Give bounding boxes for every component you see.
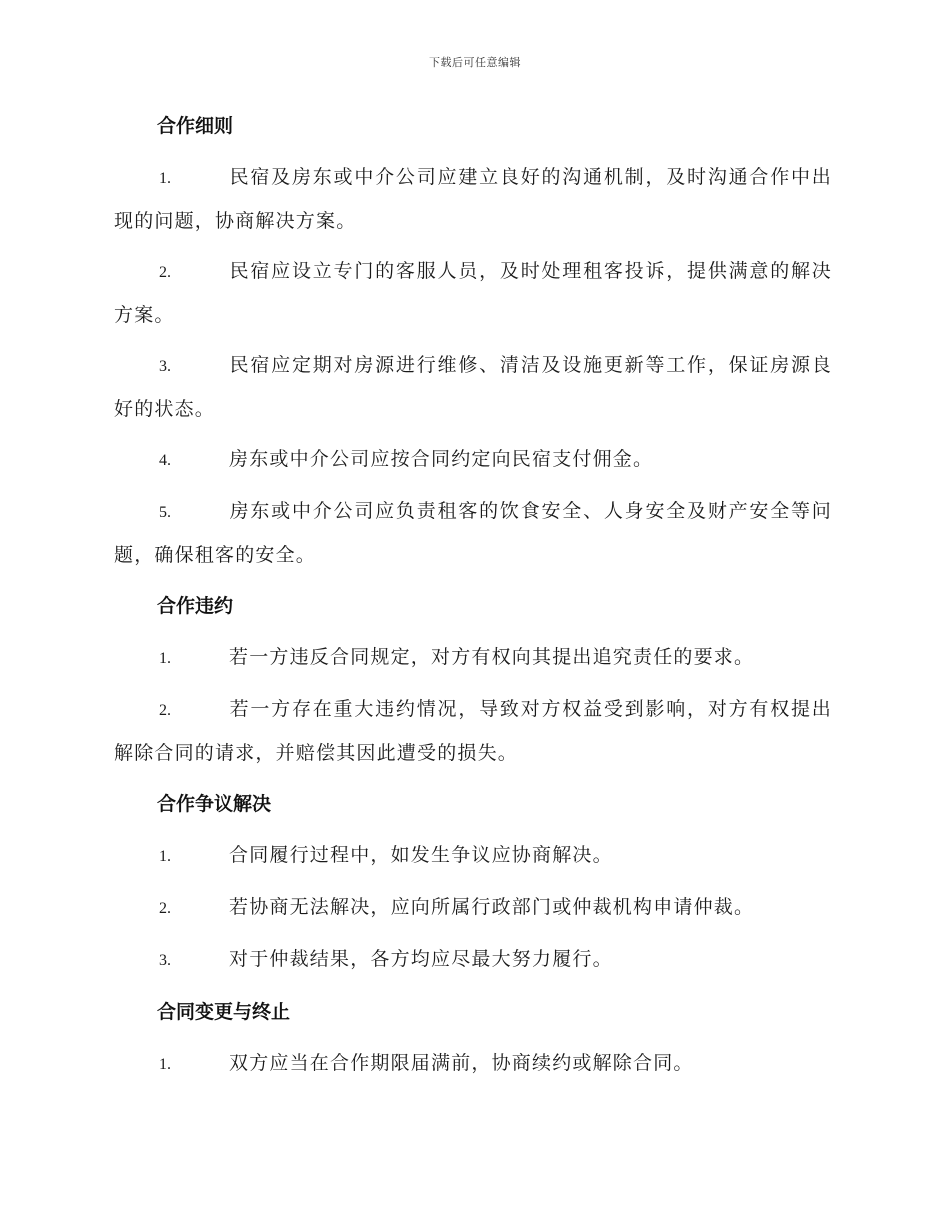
item-text: 若协商无法解决，应向所属行政部门或仲裁机构申请仲裁。 bbox=[229, 896, 755, 918]
item-number: 3. bbox=[159, 952, 171, 969]
item-text: 房东或中介公司应负责租客的饮食安全、人身安全及财产安全等问题，确保租客的安全。 bbox=[114, 500, 832, 566]
section-heading: 合作细则 bbox=[157, 115, 234, 137]
item-number: 1. bbox=[159, 170, 171, 187]
list-item bbox=[114, 688, 832, 774]
item-text: 民宿应设立专门的客服人员，及时处理租客投诉，提供满意的解决方案。 bbox=[114, 260, 832, 326]
item-number: 1. bbox=[159, 1056, 171, 1073]
section-heading: 合作争议解决 bbox=[157, 793, 272, 815]
item-number: 2. bbox=[159, 702, 171, 719]
item-text: 民宿应定期对房源进行维修、清洁及设施更新等工作，保证房源良好的状态。 bbox=[114, 354, 832, 420]
list-item bbox=[114, 834, 832, 878]
list-item bbox=[114, 344, 832, 430]
document-body bbox=[114, 104, 832, 1094]
list-item bbox=[114, 250, 832, 336]
item-text: 双方应当在合作期限届满前，协商续约或解除合同。 bbox=[229, 1052, 694, 1074]
item-text: 民宿及房东或中介公司应建立良好的沟通机制，及时沟通合作中出现的问题，协商解决方案。 bbox=[114, 166, 832, 232]
item-number: 1. bbox=[159, 650, 171, 667]
section-contract-change-and-termination bbox=[114, 990, 832, 1086]
item-number: 4. bbox=[159, 452, 171, 469]
list-item bbox=[114, 156, 832, 242]
list-item bbox=[114, 938, 832, 982]
item-text: 若一方违反合同规定，对方有权向其提出追究责任的要求。 bbox=[229, 646, 755, 668]
list-item bbox=[114, 886, 832, 930]
list-item bbox=[114, 636, 832, 680]
list-item bbox=[114, 490, 832, 576]
item-number: 1. bbox=[159, 848, 171, 865]
section-heading: 合作违约 bbox=[157, 595, 234, 617]
item-number: 2. bbox=[159, 900, 171, 917]
section-heading: 合同变更与终止 bbox=[157, 1001, 291, 1023]
item-number: 5. bbox=[159, 504, 171, 521]
section-cooperation-rules bbox=[114, 104, 832, 576]
list-item bbox=[114, 1042, 832, 1086]
item-text: 房东或中介公司应按合同约定向民宿支付佣金。 bbox=[229, 448, 654, 470]
item-number: 2. bbox=[159, 264, 171, 281]
item-number: 3. bbox=[159, 358, 171, 375]
item-text: 若一方存在重大违约情况，导致对方权益受到影响，对方有权提出解除合同的请求，并赔偿其因此遭受的损失。 bbox=[114, 698, 832, 764]
section-dispute-resolution bbox=[114, 782, 832, 982]
list-item bbox=[114, 438, 832, 482]
item-text: 合同履行过程中，如发生争议应协商解决。 bbox=[229, 844, 613, 866]
page-header-note: 下载后可任意编辑 bbox=[429, 56, 521, 69]
item-text: 对于仲裁结果，各方均应尽最大努力履行。 bbox=[229, 948, 613, 970]
section-breach-of-contract bbox=[114, 584, 832, 774]
